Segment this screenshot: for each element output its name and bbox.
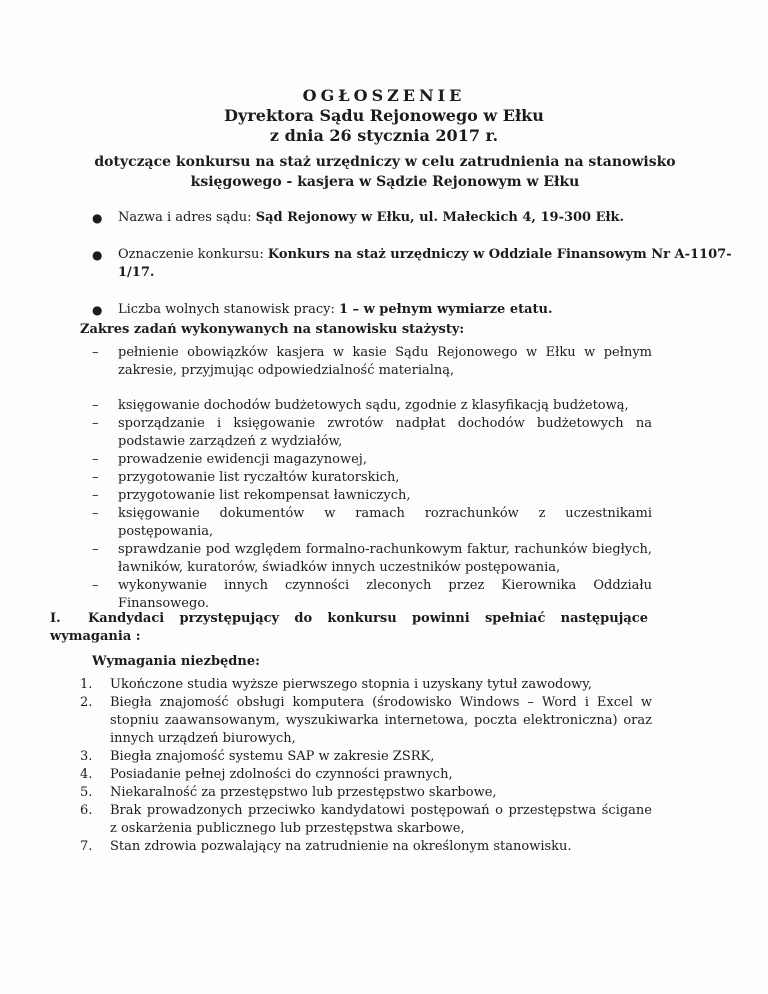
duty-item: – sporządzanie i księgowanie zwrotów nadpłat dochodów budżetowych na podstawie zarządzeń z wydziałów,	[92, 416, 652, 449]
requirements-title: Wymagania niezbędne:	[92, 654, 260, 669]
bullet-vacancies	[92, 301, 752, 319]
duty-item: – księgowanie dochodów budżetowych sądu, zgodnie z klasyfikacją budżetową,	[92, 398, 629, 413]
bullet-value: 1 – w pełnym wymiarze etatu.	[338, 302, 553, 317]
bullet-icon: ●	[92, 303, 103, 317]
duty-item: – przygotowanie list ryczałtów kuratorskich,	[92, 470, 400, 485]
dash-icon: –	[92, 542, 99, 557]
requirement-item: 6. Brak prowadzonych przeciwko kandydatowi postępowań o przestępstwa ścigane z oskarżenia publicznego lub przestępstwa skarbowe,	[80, 803, 652, 836]
dash-icon: –	[92, 488, 99, 503]
bullet-label: Liczba wolnych stanowisk pracy:	[118, 302, 339, 317]
requirement-item: 1. Ukończone studia wyższe pierwszego stopnia i uzyskany tytuł zawodowy,	[80, 677, 593, 692]
bullet-icon: ●	[92, 211, 103, 225]
requirement-item: 7. Stan zdrowia pozwalający na zatrudnienie na określonym stanowisku.	[80, 839, 572, 854]
section-1-line-2: wymagania :	[50, 629, 141, 644]
bullet-icon: ●	[92, 248, 103, 262]
dash-icon: –	[92, 506, 99, 521]
dash-icon: –	[92, 345, 99, 360]
bullet-court-address	[92, 209, 752, 227]
requirements-list	[80, 676, 652, 856]
section-1-line-1: Kandydaci przystępujący do konkursu powinni spełniać następujące	[88, 611, 648, 626]
dash-icon: –	[92, 578, 99, 593]
dash-icon: –	[92, 416, 99, 431]
dash-icon: –	[92, 398, 99, 413]
announcement-subject	[40, 152, 730, 192]
section-1-heading	[50, 610, 648, 646]
dash-icon: –	[92, 470, 99, 485]
issuer-line: Dyrektora Sądu Rejonowego w Ełku	[224, 106, 544, 125]
bullet-label: Oznaczenie konkursu:	[118, 247, 268, 262]
duty-item: – pełnienie obowiązków kasjera w kasie Sądu Rejonowego w Ełku w pełnym zakresie, przyjmując odpowiedzialność materialną,	[92, 345, 652, 378]
duties-title: Zakres zadań wykonywanych na stanowisku stażysty:	[80, 322, 465, 337]
subject-line-2: księgowego - kasjera w Sądzie Rejonowym w Ełku	[190, 174, 580, 190]
duty-item: – wykonywanie innych czynności zleconych przez Kierownika Oddziału Finansowego.	[92, 578, 652, 611]
bullet-label: Nazwa i adres sądu:	[118, 210, 256, 225]
requirement-item: 5. Niekaralność za przestępstwo lub przestępstwo skarbowe,	[80, 785, 497, 800]
duty-item: – prowadzenie ewidencji magazynowej,	[92, 452, 367, 467]
duty-item: – księgowanie dokumentów w ramach rozrachunków z uczestnikami postępowania,	[92, 506, 652, 539]
bullet-competition-id	[92, 246, 752, 282]
announcement-title: OGŁOSZENIE	[302, 86, 466, 105]
duties-list	[92, 344, 652, 613]
duty-item: – sprawdzanie pod względem formalno-rachunkowym faktur, rachunków biegłych, ławników, kuratorów, świadków innych uczestników postępowania,	[92, 542, 652, 575]
subject-line-1: dotyczące konkursu na staż urzędniczy w celu zatrudnienia na stanowisko	[94, 154, 676, 170]
announcement-header	[0, 86, 768, 146]
requirement-item: 3. Biegła znajomość systemu SAP w zakresie ZSRK,	[80, 749, 435, 764]
duty-item: – przygotowanie list rekompensat ławniczych,	[92, 488, 411, 503]
dash-icon: –	[92, 452, 99, 467]
bullet-value: Konkurs na staż urzędniczy w Oddziale Finansowym Nr A-1107-1/17.	[118, 247, 732, 280]
section-number: I.	[50, 611, 61, 626]
info-bullet-list	[92, 209, 752, 338]
requirement-item: 2. Biegła znajomość obsługi komputera (środowisko Windows – Word i Excel w stopniu zaawansowanym, wyszukiwarka internetowa, poczta elektroniczna) oraz innych urządzeń biurowych,	[80, 695, 652, 746]
date-line: z dnia 26 stycznia 2017 r.	[269, 126, 499, 145]
requirement-item: 4. Posiadanie pełnej zdolności do czynności prawnych,	[80, 767, 453, 782]
bullet-value: Sąd Rejonowy w Ełku, ul. Małeckich 4, 19-300 Ełk.	[255, 210, 625, 225]
